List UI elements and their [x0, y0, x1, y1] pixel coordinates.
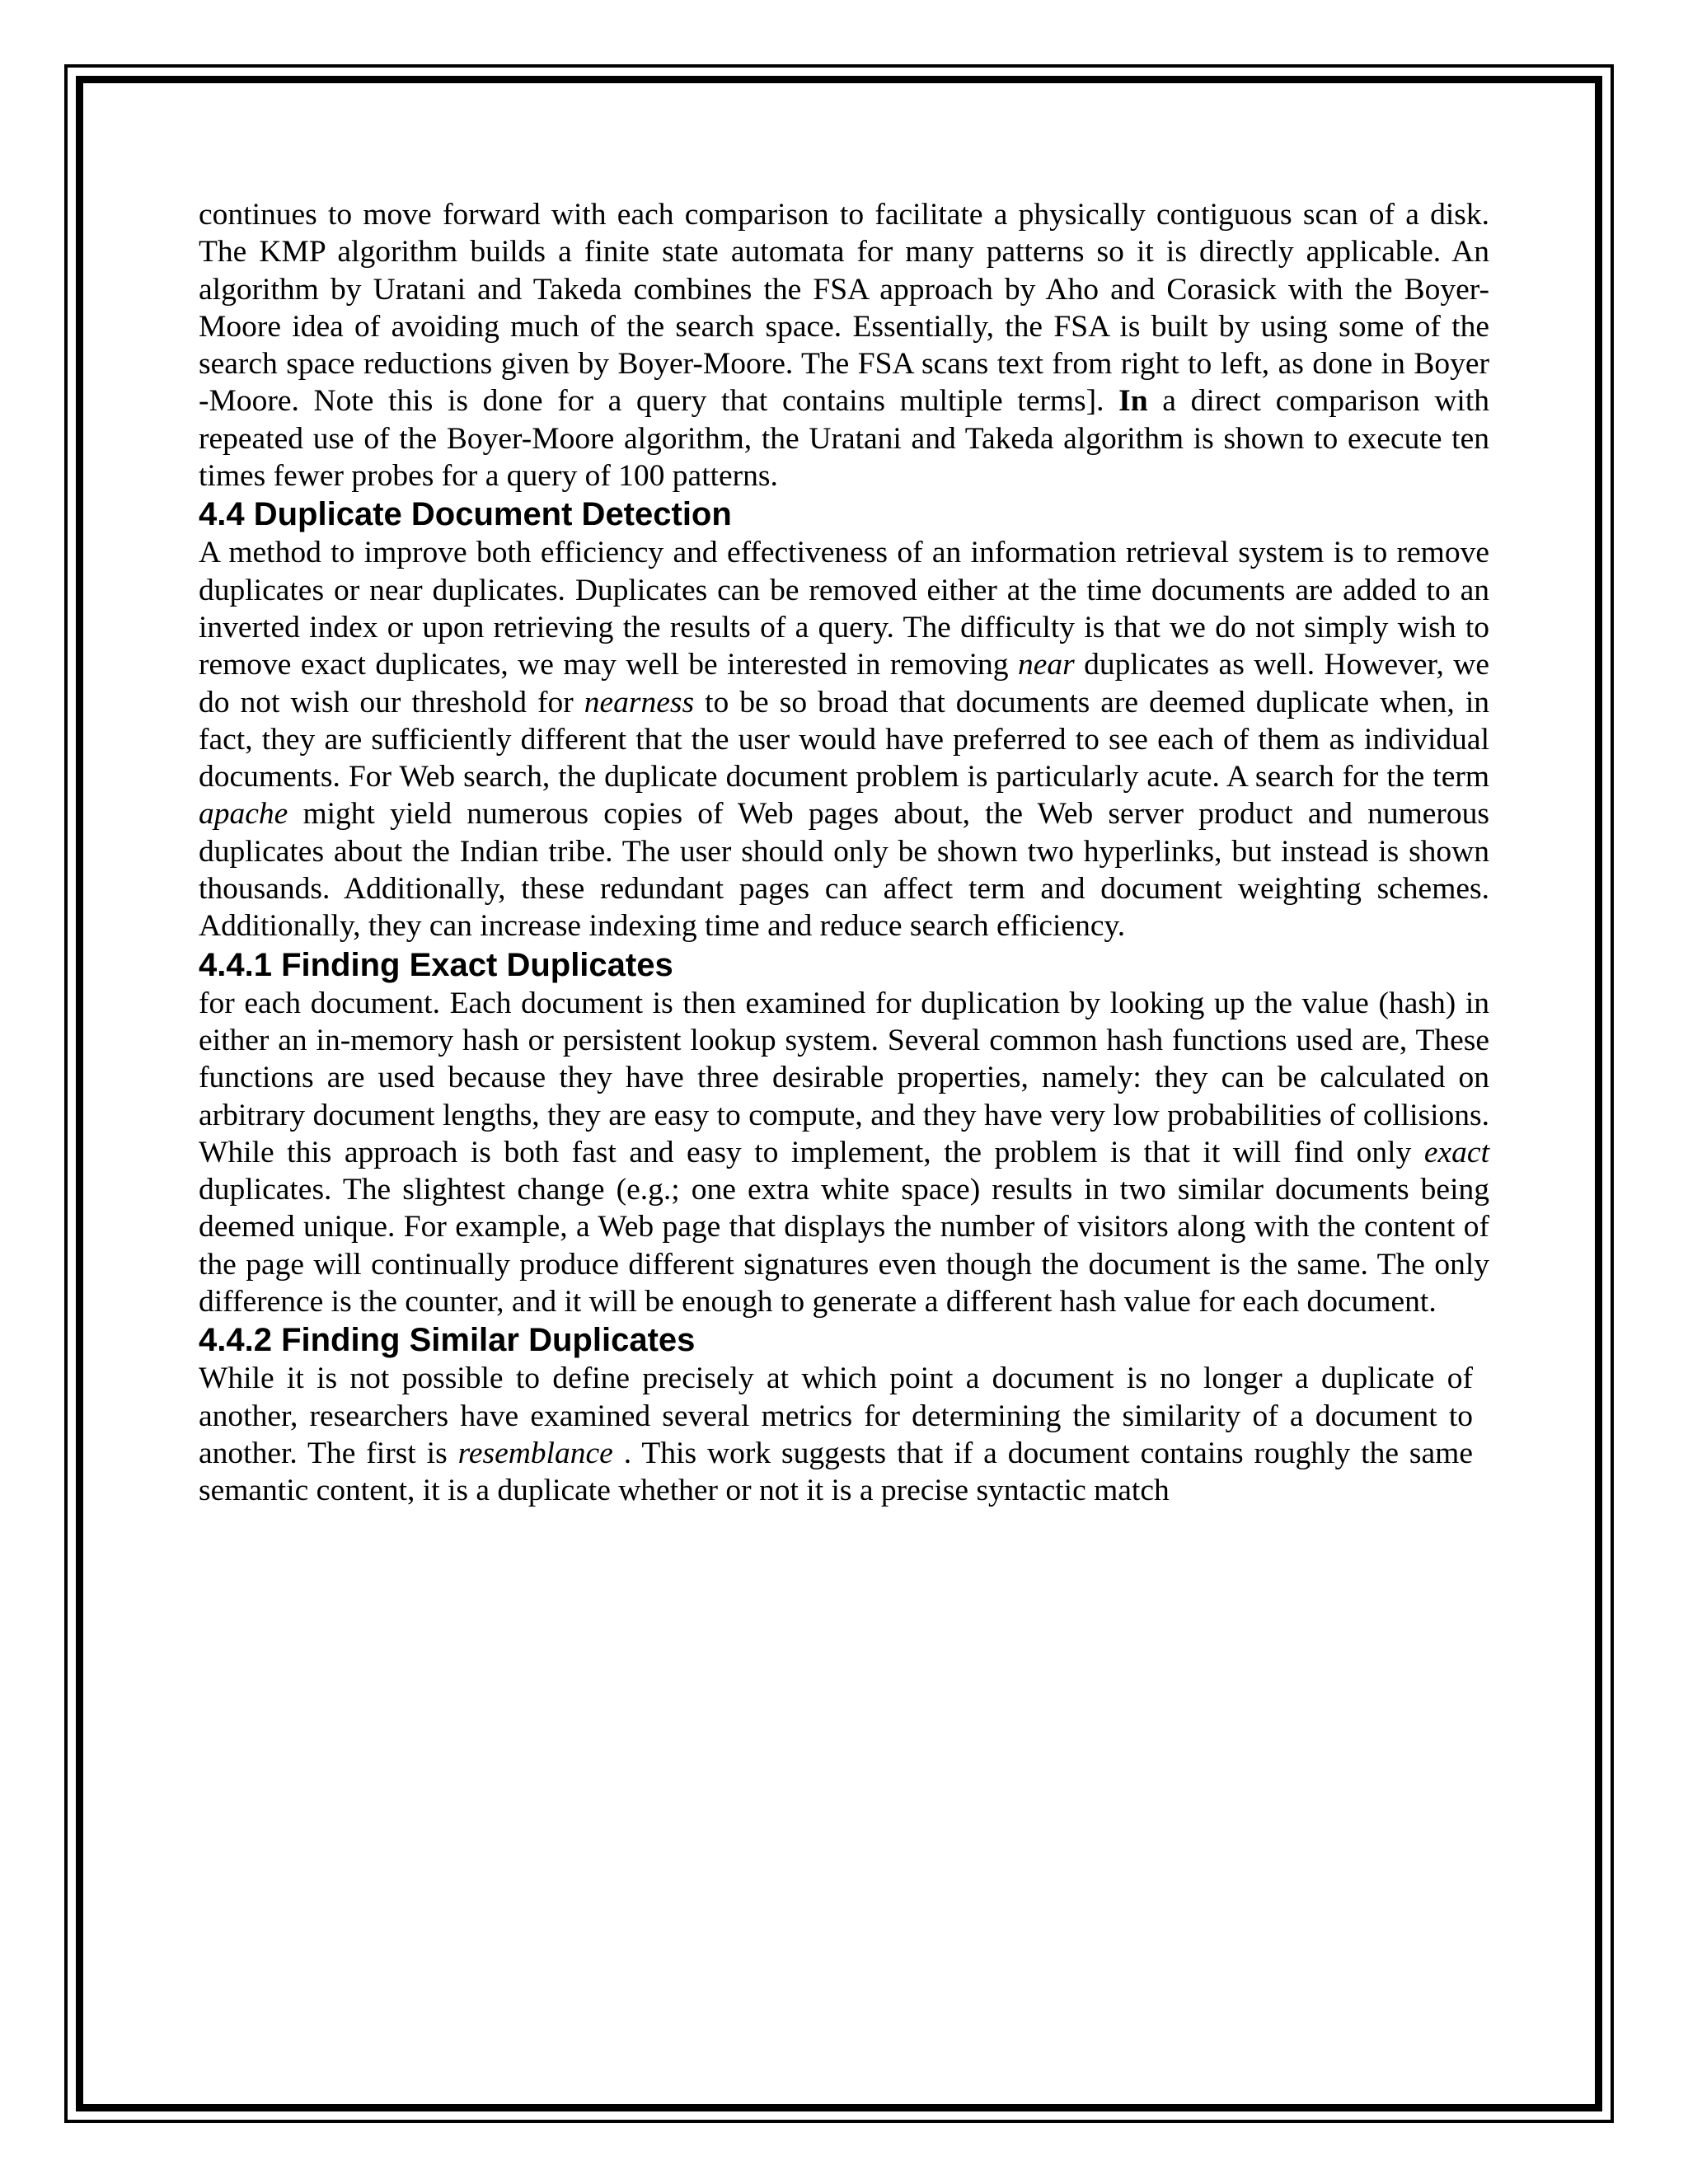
- paragraph-duplicate-detection: [199, 534, 1489, 944]
- bold-text-run: In: [1118, 384, 1148, 419]
- text-run: . This work suggests that if a document contains roughly the same semantic content, it is a duplicate whether or not it is a precise syntactic match: [199, 1436, 1473, 1508]
- text-run: While it is not possible to define precisely at which point a document is no longer a duplicate of another, researchers have examined several metrics for determining the similarity of a document to another. The first is: [199, 1361, 1473, 1470]
- text-run: duplicates as well. However, we do not wish our threshold for: [199, 648, 1489, 719]
- italic-text-run: apache: [199, 797, 288, 832]
- paragraph-similar-duplicates: [199, 1360, 1473, 1509]
- page-content: [199, 196, 1489, 1510]
- text-run: duplicates. The slightest change (e.g.; one extra white space) results in two similar documents being deemed unique. For example, a Web page that displays the number of visitors along with the content of the page will continually produce different signatures even though the document is the same. The only difference is the counter, and it will be enough to generate a different hash value for each document.: [199, 1173, 1489, 1319]
- section-heading-similar-duplicates: 4.4.2 Finding Similar Duplicates: [199, 1322, 696, 1359]
- text-run: A method to improve both efficiency and effectiveness of an information retrieval system is to remove duplicates or near duplicates. Duplicates can be removed either at the time documents are added to an inverted index or upon retrieving the results of a query. The difficulty is that we do not simply wish to remove exact duplicates, we may well be interested in removing: [199, 536, 1489, 682]
- paragraph-boyer-moore-continued: [199, 196, 1489, 494]
- section-heading-exact-duplicates: 4.4.1 Finding Exact Duplicates: [199, 946, 673, 983]
- italic-text-run: exact: [1423, 1135, 1489, 1169]
- text-run: to be so broad that documents are deemed duplicate when, in fact, they are sufficiently different that the user would have preferred to see each of them as individual documents. For Web search, the duplicate document problem is particularly acute. A search for the term: [199, 685, 1489, 794]
- text-run: continues to move forward with each comparison to facilitate a physically contiguous scan of a disk. The KMP algorithm builds a finite state automata for many patterns so it is directly applicable. An algorithm by Uratani and Takeda combines the FSA approach by Aho and Corasick with the Boyer-Moore idea of avoiding much of the search space. Essentially, the FSA is built by using some of the search space reductions given by Boyer-Moore. The FSA scans text from right to left, as done in Boyer -Moore. Note this is done for a query that contains multiple terms].: [199, 198, 1489, 419]
- text-run: for each document. Each document is then examined for duplication by looking up the value (hash) in either an in-memory hash or persistent lookup system. Several common hash functions used are, These functions are used because they have three desirable properties, namely: they can be calculated on arbitrary document lengths, they are easy to compute, and they have very low probabilities of collisions. While this approach is both fast and easy to implement, the problem is that it will find only: [199, 986, 1489, 1169]
- text-run: might yield numerous copies of Web pages about, the Web server product and numerous duplicates about the Indian tribe. The user should only be shown two hyperlinks, but instead is shown thousands. Additionally, these redundant pages can affect term and document weighting schemes. Additionally, they can increase indexing time and reduce search efficiency.: [199, 797, 1489, 944]
- paragraph-exact-duplicates: [199, 985, 1489, 1321]
- italic-text-run: nearness: [584, 685, 695, 719]
- italic-text-run: near: [1017, 648, 1075, 682]
- text-run: a direct comparison with repeated use of the Boyer-Moore algorithm, the Uratani and Takeda algorithm is shown to execute ten times fewer probes for a query of 100 patterns.: [199, 384, 1490, 494]
- italic-text-run: resemblance: [457, 1436, 613, 1470]
- section-heading-duplicate-detection: 4.4 Duplicate Document Detection: [199, 496, 732, 533]
